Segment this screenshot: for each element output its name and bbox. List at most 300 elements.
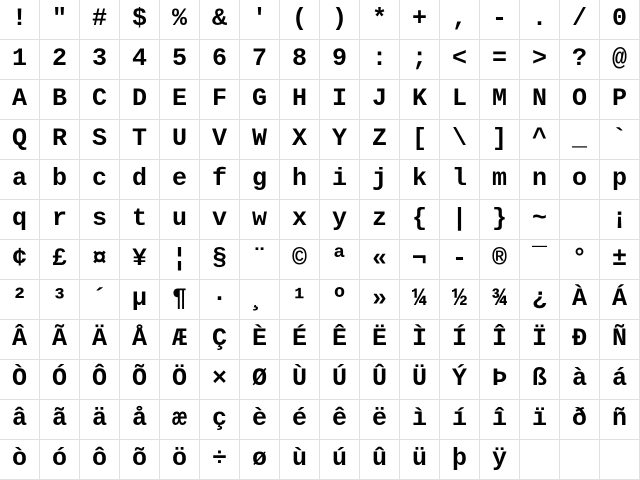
glyph-cell[interactable] bbox=[160, 200, 200, 240]
glyph-cell[interactable] bbox=[360, 400, 400, 440]
glyph-cell[interactable] bbox=[40, 160, 80, 200]
glyph-cell[interactable] bbox=[280, 360, 320, 400]
glyph-cell[interactable] bbox=[440, 0, 480, 40]
glyph-cell[interactable] bbox=[320, 360, 360, 400]
glyph-cell[interactable] bbox=[320, 40, 360, 80]
glyph-cell[interactable] bbox=[240, 240, 280, 280]
glyph-cell[interactable] bbox=[80, 440, 120, 480]
glyph-cell[interactable] bbox=[320, 440, 360, 480]
glyph: " bbox=[51, 4, 67, 33]
glyph-cell[interactable] bbox=[160, 400, 200, 440]
glyph-cell[interactable] bbox=[0, 80, 40, 120]
glyph-cell[interactable] bbox=[400, 320, 440, 360]
glyph: Ç bbox=[211, 324, 227, 353]
glyph-cell[interactable] bbox=[280, 120, 320, 160]
glyph-cell[interactable] bbox=[320, 400, 360, 440]
glyph: _ bbox=[571, 124, 587, 153]
glyph-cell[interactable] bbox=[520, 160, 560, 200]
glyph-cell[interactable] bbox=[240, 0, 280, 40]
glyph-cell[interactable] bbox=[80, 320, 120, 360]
glyph-cell[interactable] bbox=[280, 440, 320, 480]
glyph-cell[interactable] bbox=[120, 200, 160, 240]
glyph-cell[interactable] bbox=[160, 360, 200, 400]
glyph: ° bbox=[571, 244, 587, 273]
glyph: W bbox=[251, 124, 267, 153]
glyph: ä bbox=[91, 404, 107, 433]
glyph: Ä bbox=[91, 324, 107, 353]
glyph-cell[interactable] bbox=[280, 0, 320, 40]
glyph: / bbox=[571, 4, 587, 33]
glyph: u bbox=[171, 204, 187, 233]
glyph-cell[interactable] bbox=[480, 160, 520, 200]
glyph-cell[interactable] bbox=[480, 400, 520, 440]
glyph: è bbox=[251, 404, 267, 433]
glyph-cell[interactable] bbox=[200, 320, 240, 360]
glyph: ¶ bbox=[171, 284, 187, 313]
glyph: M bbox=[491, 84, 507, 113]
glyph-cell[interactable] bbox=[320, 240, 360, 280]
glyph-cell[interactable] bbox=[400, 280, 440, 320]
glyph: & bbox=[211, 4, 227, 33]
glyph-cell[interactable] bbox=[320, 160, 360, 200]
glyph: ] bbox=[491, 124, 507, 153]
glyph-cell[interactable] bbox=[120, 160, 160, 200]
glyph-cell[interactable] bbox=[480, 440, 520, 480]
glyph: º bbox=[331, 284, 347, 313]
glyph-cell[interactable] bbox=[120, 360, 160, 400]
glyph: È bbox=[251, 324, 267, 353]
glyph-cell[interactable] bbox=[400, 40, 440, 80]
glyph-cell[interactable] bbox=[440, 240, 480, 280]
glyph: ö bbox=[171, 444, 187, 473]
glyph: ³ bbox=[51, 284, 67, 313]
glyph-cell[interactable] bbox=[600, 40, 640, 80]
glyph-cell[interactable] bbox=[560, 240, 600, 280]
glyph-cell[interactable] bbox=[80, 160, 120, 200]
glyph-cell[interactable] bbox=[400, 160, 440, 200]
glyph-cell[interactable] bbox=[480, 280, 520, 320]
glyph-cell[interactable] bbox=[40, 320, 80, 360]
glyph-cell[interactable] bbox=[200, 360, 240, 400]
glyph: Õ bbox=[131, 364, 147, 393]
glyph: ¯ bbox=[531, 244, 547, 273]
glyph: ¥ bbox=[131, 244, 147, 273]
glyph-cell[interactable] bbox=[80, 280, 120, 320]
glyph-cell[interactable] bbox=[280, 200, 320, 240]
glyph-cell[interactable] bbox=[480, 200, 520, 240]
glyph: ½ bbox=[451, 284, 467, 313]
glyph: } bbox=[491, 204, 507, 233]
glyph-cell[interactable] bbox=[0, 160, 40, 200]
glyph-cell[interactable] bbox=[40, 280, 80, 320]
glyph-cell[interactable] bbox=[360, 160, 400, 200]
glyph: a bbox=[11, 164, 27, 193]
glyph-cell[interactable] bbox=[440, 40, 480, 80]
glyph-cell[interactable] bbox=[0, 400, 40, 440]
glyph: ã bbox=[51, 404, 67, 433]
glyph-cell[interactable] bbox=[400, 440, 440, 480]
glyph: · bbox=[211, 284, 227, 313]
glyph-cell[interactable] bbox=[520, 360, 560, 400]
glyph-cell[interactable] bbox=[400, 200, 440, 240]
glyph-cell[interactable] bbox=[600, 0, 640, 40]
glyph-cell[interactable] bbox=[160, 280, 200, 320]
glyph: I bbox=[331, 84, 347, 113]
glyph: ´ bbox=[91, 284, 107, 313]
glyph-cell[interactable] bbox=[160, 120, 200, 160]
glyph-cell[interactable] bbox=[600, 280, 640, 320]
glyph-cell[interactable] bbox=[120, 40, 160, 80]
glyph-cell[interactable] bbox=[160, 320, 200, 360]
glyph-cell[interactable] bbox=[160, 80, 200, 120]
glyph-cell[interactable] bbox=[80, 240, 120, 280]
glyph-cell[interactable] bbox=[480, 120, 520, 160]
glyph-cell[interactable] bbox=[600, 240, 640, 280]
glyph-cell[interactable] bbox=[520, 80, 560, 120]
glyph-cell[interactable] bbox=[560, 40, 600, 80]
glyph-cell[interactable] bbox=[520, 240, 560, 280]
glyph: ß bbox=[531, 364, 547, 393]
glyph-cell[interactable] bbox=[160, 40, 200, 80]
glyph: µ bbox=[131, 284, 147, 313]
glyph-cell[interactable] bbox=[360, 0, 400, 40]
glyph: Æ bbox=[171, 324, 187, 353]
glyph: Ý bbox=[451, 364, 467, 393]
glyph-cell[interactable] bbox=[240, 280, 280, 320]
glyph: c bbox=[91, 164, 107, 193]
glyph-cell[interactable] bbox=[360, 440, 400, 480]
glyph: © bbox=[291, 244, 307, 273]
glyph-cell[interactable] bbox=[440, 360, 480, 400]
glyph: Ù bbox=[291, 364, 307, 393]
glyph: S bbox=[91, 124, 107, 153]
glyph-cell[interactable] bbox=[480, 360, 520, 400]
glyph-cell[interactable] bbox=[560, 360, 600, 400]
glyph-cell[interactable] bbox=[200, 400, 240, 440]
glyph-cell[interactable] bbox=[240, 160, 280, 200]
glyph: ò bbox=[11, 444, 27, 473]
glyph-cell[interactable] bbox=[520, 40, 560, 80]
glyph-cell[interactable] bbox=[240, 440, 280, 480]
glyph-cell[interactable] bbox=[240, 320, 280, 360]
glyph-cell[interactable] bbox=[280, 240, 320, 280]
glyph: m bbox=[491, 164, 507, 193]
glyph: = bbox=[491, 44, 507, 73]
glyph-cell[interactable] bbox=[280, 280, 320, 320]
glyph-cell[interactable] bbox=[240, 400, 280, 440]
glyph-cell[interactable] bbox=[40, 200, 80, 240]
glyph: ú bbox=[331, 444, 347, 473]
glyph-cell[interactable] bbox=[600, 160, 640, 200]
glyph: × bbox=[211, 364, 227, 393]
glyph-cell[interactable] bbox=[0, 280, 40, 320]
glyph-cell[interactable] bbox=[440, 120, 480, 160]
glyph: D bbox=[131, 84, 147, 113]
glyph-cell[interactable] bbox=[40, 120, 80, 160]
glyph-cell[interactable] bbox=[40, 40, 80, 80]
glyph: j bbox=[371, 164, 387, 193]
glyph-cell[interactable] bbox=[560, 320, 600, 360]
glyph-cell[interactable] bbox=[200, 40, 240, 80]
glyph-cell[interactable] bbox=[160, 240, 200, 280]
glyph: ¸ bbox=[251, 284, 267, 313]
glyph-cell[interactable] bbox=[0, 120, 40, 160]
glyph-cell[interactable] bbox=[320, 0, 360, 40]
glyph-cell[interactable] bbox=[120, 240, 160, 280]
glyph-cell[interactable] bbox=[0, 0, 40, 40]
glyph-cell[interactable] bbox=[360, 80, 400, 120]
glyph-cell[interactable] bbox=[520, 320, 560, 360]
glyph-cell[interactable] bbox=[160, 440, 200, 480]
glyph-cell[interactable] bbox=[360, 320, 400, 360]
glyph: { bbox=[411, 204, 427, 233]
glyph: ô bbox=[91, 444, 107, 473]
glyph-cell[interactable] bbox=[520, 280, 560, 320]
glyph: K bbox=[411, 84, 427, 113]
glyph-cell[interactable] bbox=[0, 200, 40, 240]
glyph: F bbox=[211, 84, 227, 113]
glyph: @ bbox=[611, 44, 627, 73]
glyph-cell[interactable] bbox=[0, 320, 40, 360]
glyph: § bbox=[211, 244, 227, 273]
glyph-cell[interactable] bbox=[0, 240, 40, 280]
glyph-cell[interactable] bbox=[40, 440, 80, 480]
glyph-cell[interactable] bbox=[480, 320, 520, 360]
glyph: % bbox=[171, 4, 187, 33]
glyph-cell[interactable] bbox=[600, 360, 640, 400]
glyph-cell[interactable] bbox=[320, 80, 360, 120]
glyph: ÷ bbox=[211, 444, 227, 473]
glyph-cell[interactable] bbox=[400, 360, 440, 400]
glyph-cell[interactable] bbox=[200, 0, 240, 40]
glyph: ñ bbox=[611, 404, 627, 433]
glyph-cell[interactable] bbox=[120, 120, 160, 160]
glyph: Á bbox=[611, 284, 627, 313]
glyph: | bbox=[451, 204, 467, 233]
glyph-cell[interactable] bbox=[480, 0, 520, 40]
glyph-cell[interactable] bbox=[440, 440, 480, 480]
glyph: + bbox=[411, 4, 427, 33]
glyph-cell[interactable] bbox=[200, 200, 240, 240]
glyph-cell[interactable] bbox=[560, 280, 600, 320]
glyph: q bbox=[11, 204, 27, 233]
glyph: . bbox=[531, 4, 547, 33]
glyph-cell[interactable] bbox=[80, 360, 120, 400]
glyph-cell[interactable] bbox=[80, 40, 120, 80]
glyph: s bbox=[91, 204, 107, 233]
glyph: É bbox=[291, 324, 307, 353]
glyph: > bbox=[531, 44, 547, 73]
glyph: û bbox=[371, 444, 387, 473]
glyph: ¼ bbox=[411, 284, 427, 313]
glyph: : bbox=[371, 44, 387, 73]
glyph: Í bbox=[451, 324, 467, 353]
glyph: ¾ bbox=[491, 284, 507, 313]
glyph-cell[interactable] bbox=[200, 120, 240, 160]
glyph-cell[interactable] bbox=[440, 160, 480, 200]
glyph-cell[interactable] bbox=[0, 360, 40, 400]
glyph: b bbox=[51, 164, 67, 193]
glyph-cell[interactable] bbox=[600, 320, 640, 360]
glyph: 4 bbox=[131, 44, 147, 73]
glyph-cell[interactable] bbox=[600, 80, 640, 120]
glyph-cell[interactable] bbox=[520, 0, 560, 40]
glyph: ® bbox=[491, 244, 507, 273]
glyph-cell[interactable] bbox=[200, 240, 240, 280]
glyph-cell[interactable] bbox=[400, 120, 440, 160]
glyph-cell[interactable] bbox=[360, 200, 400, 240]
glyph: J bbox=[371, 84, 387, 113]
glyph-cell[interactable] bbox=[280, 160, 320, 200]
glyph: k bbox=[411, 164, 427, 193]
glyph: z bbox=[371, 204, 387, 233]
glyph-cell[interactable] bbox=[240, 200, 280, 240]
glyph-cell[interactable] bbox=[560, 120, 600, 160]
glyph: ! bbox=[11, 4, 27, 33]
glyph-cell[interactable] bbox=[160, 0, 200, 40]
glyph-cell[interactable] bbox=[240, 120, 280, 160]
glyph-cell[interactable] bbox=[40, 400, 80, 440]
glyph: p bbox=[611, 164, 627, 193]
glyph-cell[interactable] bbox=[440, 200, 480, 240]
glyph-cell[interactable] bbox=[120, 0, 160, 40]
glyph-cell[interactable] bbox=[480, 40, 520, 80]
glyph-cell[interactable] bbox=[240, 80, 280, 120]
glyph: h bbox=[291, 164, 307, 193]
glyph: « bbox=[371, 244, 387, 273]
glyph: õ bbox=[131, 444, 147, 473]
glyph-cell[interactable] bbox=[160, 160, 200, 200]
glyph: Ø bbox=[251, 364, 267, 393]
glyph-cell[interactable] bbox=[320, 200, 360, 240]
glyph: å bbox=[131, 404, 147, 433]
glyph-cell[interactable] bbox=[40, 240, 80, 280]
glyph: P bbox=[611, 84, 627, 113]
glyph-cell[interactable] bbox=[80, 200, 120, 240]
glyph-cell[interactable] bbox=[400, 0, 440, 40]
glyph-cell[interactable] bbox=[360, 240, 400, 280]
glyph-cell[interactable] bbox=[560, 0, 600, 40]
glyph-cell[interactable] bbox=[120, 280, 160, 320]
glyph-cell[interactable] bbox=[320, 320, 360, 360]
glyph-cell[interactable] bbox=[480, 240, 520, 280]
glyph: w bbox=[251, 204, 267, 233]
glyph: Ñ bbox=[611, 324, 627, 353]
glyph-cell[interactable] bbox=[480, 80, 520, 120]
glyph-cell[interactable] bbox=[440, 320, 480, 360]
glyph-cell[interactable] bbox=[0, 40, 40, 80]
glyph-cell[interactable] bbox=[600, 400, 640, 440]
glyph: ~ bbox=[531, 204, 547, 233]
glyph: \ bbox=[451, 124, 467, 153]
glyph-cell[interactable] bbox=[280, 400, 320, 440]
glyph-cell[interactable] bbox=[120, 440, 160, 480]
glyph-cell[interactable] bbox=[200, 440, 240, 480]
glyph-cell[interactable] bbox=[560, 80, 600, 120]
glyph-cell[interactable] bbox=[520, 120, 560, 160]
glyph-cell[interactable] bbox=[0, 440, 40, 480]
glyph-cell[interactable] bbox=[200, 80, 240, 120]
glyph: Î bbox=[491, 324, 507, 353]
glyph: - bbox=[491, 4, 507, 33]
glyph: ÿ bbox=[491, 444, 507, 473]
glyph: L bbox=[451, 84, 467, 113]
glyph-cell[interactable] bbox=[400, 80, 440, 120]
glyph-cell[interactable] bbox=[360, 280, 400, 320]
glyph: 1 bbox=[11, 44, 27, 73]
glyph-cell[interactable] bbox=[120, 80, 160, 120]
glyph-cell[interactable] bbox=[560, 160, 600, 200]
glyph-cell[interactable] bbox=[40, 0, 80, 40]
glyph-cell[interactable] bbox=[120, 320, 160, 360]
glyph: Ì bbox=[411, 324, 427, 353]
glyph-cell[interactable] bbox=[600, 120, 640, 160]
glyph-cell[interactable] bbox=[360, 40, 400, 80]
glyph: ¡ bbox=[611, 204, 627, 233]
glyph: ² bbox=[11, 284, 27, 313]
glyph-cell[interactable] bbox=[520, 200, 560, 240]
glyph-cell[interactable] bbox=[440, 280, 480, 320]
glyph-cell[interactable] bbox=[80, 120, 120, 160]
glyph-cell[interactable] bbox=[400, 240, 440, 280]
glyph: 7 bbox=[251, 44, 267, 73]
glyph: ¦ bbox=[171, 244, 187, 273]
glyph: ï bbox=[531, 404, 547, 433]
glyph-cell[interactable] bbox=[440, 400, 480, 440]
glyph-cell[interactable] bbox=[200, 160, 240, 200]
glyph: î bbox=[491, 404, 507, 433]
glyph: o bbox=[571, 164, 587, 193]
glyph-cell[interactable] bbox=[520, 400, 560, 440]
glyph: à bbox=[571, 364, 587, 393]
glyph-cell[interactable] bbox=[440, 80, 480, 120]
glyph-cell[interactable] bbox=[120, 400, 160, 440]
glyph: ê bbox=[331, 404, 347, 433]
glyph: Ó bbox=[51, 364, 67, 393]
glyph: l bbox=[451, 164, 467, 193]
glyph-cell[interactable] bbox=[320, 120, 360, 160]
glyph-cell[interactable] bbox=[40, 360, 80, 400]
glyph-cell[interactable] bbox=[40, 80, 80, 120]
glyph-cell[interactable] bbox=[80, 80, 120, 120]
glyph: * bbox=[371, 4, 387, 33]
glyph-cell[interactable] bbox=[320, 280, 360, 320]
glyph-cell[interactable] bbox=[560, 400, 600, 440]
glyph-cell[interactable] bbox=[280, 40, 320, 80]
glyph-cell[interactable] bbox=[360, 120, 400, 160]
glyph-cell[interactable] bbox=[80, 0, 120, 40]
glyph-cell[interactable] bbox=[280, 80, 320, 120]
glyph-cell[interactable] bbox=[240, 40, 280, 80]
glyph: ù bbox=[291, 444, 307, 473]
glyph: ± bbox=[611, 244, 627, 273]
glyph-cell[interactable] bbox=[240, 360, 280, 400]
glyph: 8 bbox=[291, 44, 307, 73]
glyph: A bbox=[11, 84, 27, 113]
glyph: Å bbox=[131, 324, 147, 353]
glyph: C bbox=[91, 84, 107, 113]
glyph-cell[interactable] bbox=[400, 400, 440, 440]
glyph-cell[interactable] bbox=[80, 400, 120, 440]
glyph-cell[interactable] bbox=[280, 320, 320, 360]
glyph: H bbox=[291, 84, 307, 113]
glyph: X bbox=[291, 124, 307, 153]
glyph-cell[interactable] bbox=[600, 200, 640, 240]
glyph: Ð bbox=[571, 324, 587, 353]
glyph: T bbox=[131, 124, 147, 153]
glyph-cell[interactable] bbox=[360, 360, 400, 400]
glyph-cell[interactable] bbox=[200, 280, 240, 320]
